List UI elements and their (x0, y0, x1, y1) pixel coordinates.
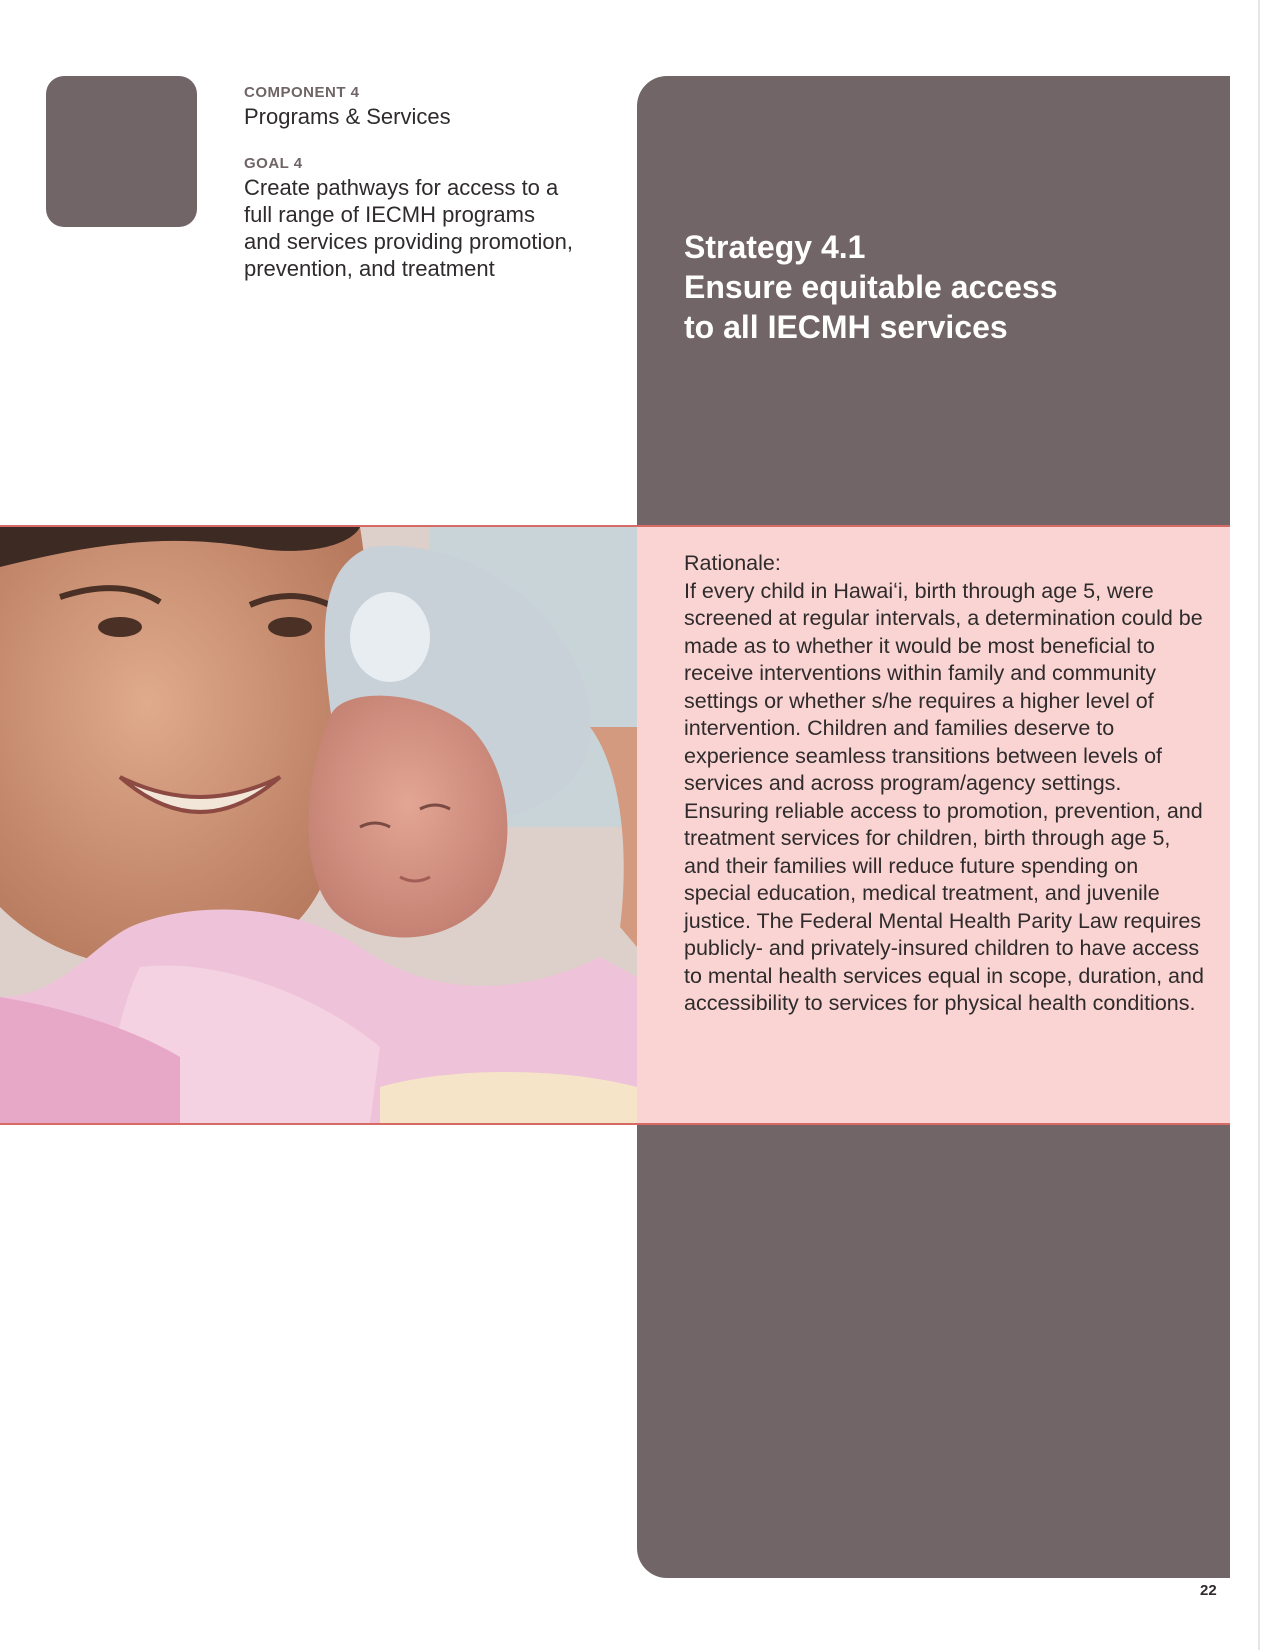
strategy-heading (684, 227, 1164, 347)
goal-block (244, 155, 574, 282)
component-label: COMPONENT 4 (244, 84, 360, 101)
rationale-text (684, 550, 1204, 1018)
page-number: 22 (1200, 1582, 1217, 1599)
page-edge-line (1258, 0, 1260, 1650)
component-header (244, 84, 574, 282)
component-title: Programs & Services (244, 104, 451, 129)
strategy-number: Strategy 4.1 (684, 229, 866, 265)
strategy-title-line-3: to all IECMH services (684, 309, 1008, 345)
decorative-corner-square (46, 76, 197, 227)
mother-and-newborn-photo (0, 527, 637, 1123)
rationale-body: If every child in Hawaiʻi, birth through age 5, were screened at regular intervals, a determination could be made as to whether it would be most beneficial to receive interventions within family and community settings or whether s/he requires a higher level of intervention. Children and families deserve to experience seamless transitions between levels of services and across program/agency settings. Ensuring reliable access to promotion, prevention, and treatment services for children, birth through age 5, and their families will reduce future spending on special education, medical treatment, and juvenile justice. The Federal Mental Health Parity Law requires publicly- and privately-insured children to have access to mental health services equal in scope, duration, and accessibility to services for physical health conditions. (684, 578, 1204, 1015)
goal-label: GOAL 4 (244, 155, 303, 172)
strategy-title-line-2: Ensure equitable access (684, 269, 1058, 305)
goal-text: Create pathways for access to a full range of IECMH programs and services providing promotion, prevention, and treatment (244, 175, 573, 281)
rationale-label: Rationale: (684, 551, 781, 575)
